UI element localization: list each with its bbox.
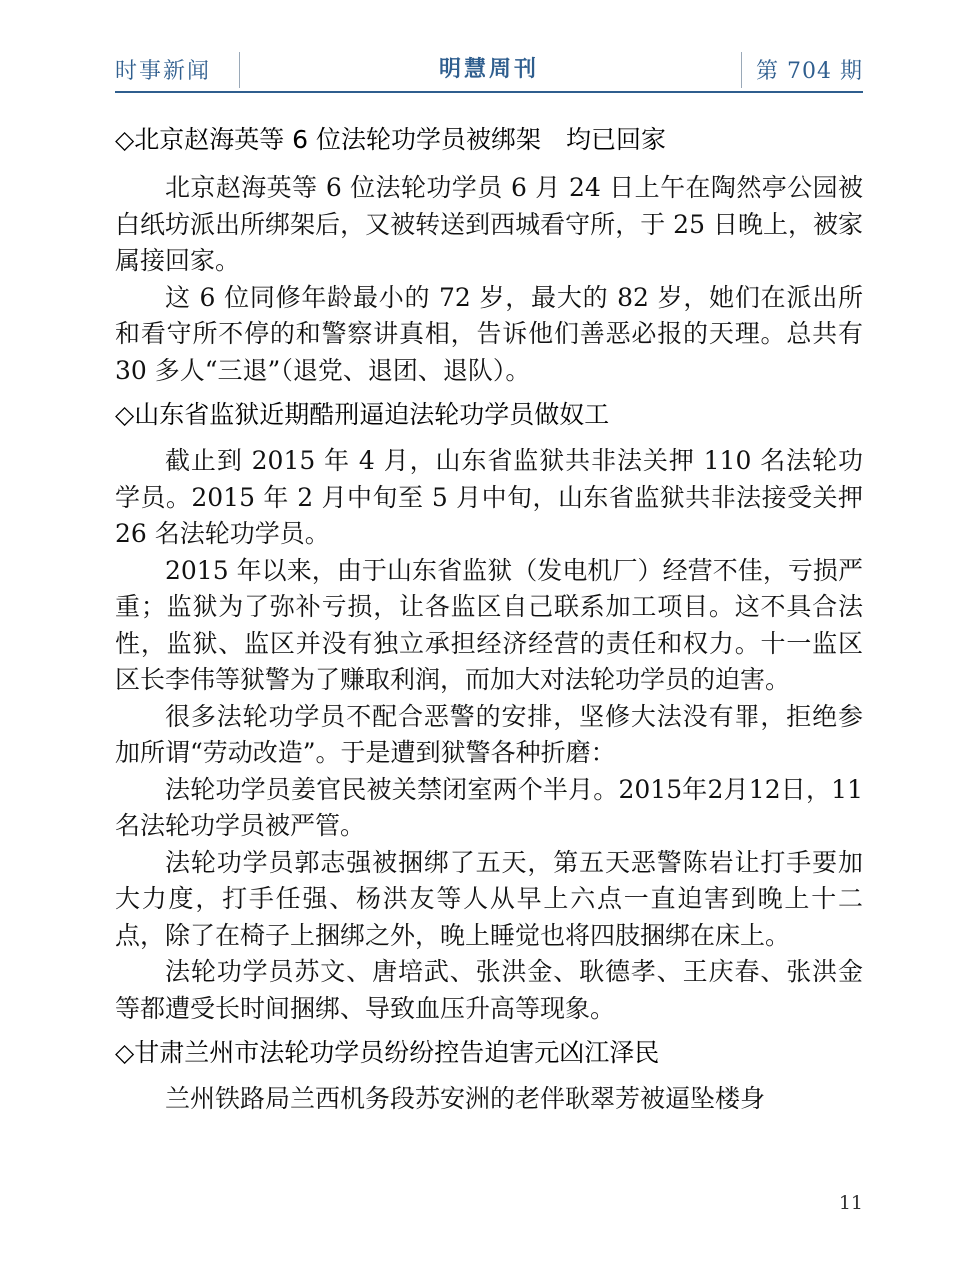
paragraph: 截止到 2015 年 4 月，山东省监狱共非法关押 110 名法轮功学员。2015 年 2 月中旬至 5 月中旬，山东省监狱共非法接受关押 26 名法轮功学员。 bbox=[115, 446, 863, 548]
article-content bbox=[115, 118, 863, 1118]
page-header bbox=[115, 52, 863, 90]
paragraph: 法轮功学员苏文、唐培武、张洪金、耿德孝、王庆春、张洪金等都遭受长时间捆绑、导致血压升高等现象。 bbox=[115, 957, 863, 1023]
section-title-shandong: ◇山东省监狱近期酷刑逼迫法轮功学员做奴工 bbox=[115, 400, 610, 429]
paragraph: 兰州铁路局兰西机务段苏安洲的老伴耿翠芳被逼坠楼身 bbox=[165, 1084, 766, 1113]
paragraph: 这 6 位同修年龄最小的 72 岁，最大的 82 岁，她们在派出所和看守所不停的和警察讲真相，告诉他们善恶必报的天理。总共有 30 多人“三退”（退党、退团、退队）。 bbox=[115, 282, 863, 385]
paragraph: 2015 年以来，由于山东省监狱（发电机厂）经营不佳，亏损严重；监狱为了弥补亏损，让各监区自己联系加工项目。这不具合法性，监狱、监区并没有独立承担经济经营的责任和权力。十一监区区长李伟等狱警为了赚取利润，而加大对法轮功学员的迫害。 bbox=[115, 555, 863, 694]
header-issue-number: 第 704 期 bbox=[756, 59, 863, 84]
paragraph: 法轮功学员郭志强被捆绑了五天，第五天恶警陈岩让打手要加大力度，打手任强、杨洪友等人从早上六点一直迫害到晚上十二点，除了在椅子上捆绑之外，晚上睡觉也将四肢捆绑在床上。 bbox=[115, 847, 863, 950]
header-divider-right bbox=[741, 52, 742, 88]
header-section-name: 时事新闻 bbox=[115, 59, 212, 84]
section-title-gansu: ◇甘肃兰州市法轮功学员纷纷控告迫害元凶江泽民 bbox=[115, 1038, 660, 1067]
header-rule bbox=[115, 91, 863, 93]
paragraph: 法轮功学员姜官民被关禁闭室两个半月。2015年2月12日，11 名法轮功学员被严管。 bbox=[115, 774, 863, 840]
page-number: 11 bbox=[838, 1192, 863, 1214]
header-publication-title: 明慧周刊 bbox=[438, 57, 539, 82]
section-title-beijing: ◇北京赵海英等 6 位法轮功学员被绑架 均已回家 bbox=[115, 125, 667, 154]
paragraph: 北京赵海英等 6 位法轮功学员 6 月 24 日上午在陶然亭公园被白纸坊派出所绑架后，又被转送到西城看守所，于 25 日晚上，被家属接回家。 bbox=[115, 173, 863, 275]
paragraph: 很多法轮功学员不配合恶警的安排，坚修大法没有罪，拒绝参加所谓“劳动改造”。于是遭到狱警各种折磨： bbox=[115, 701, 863, 767]
